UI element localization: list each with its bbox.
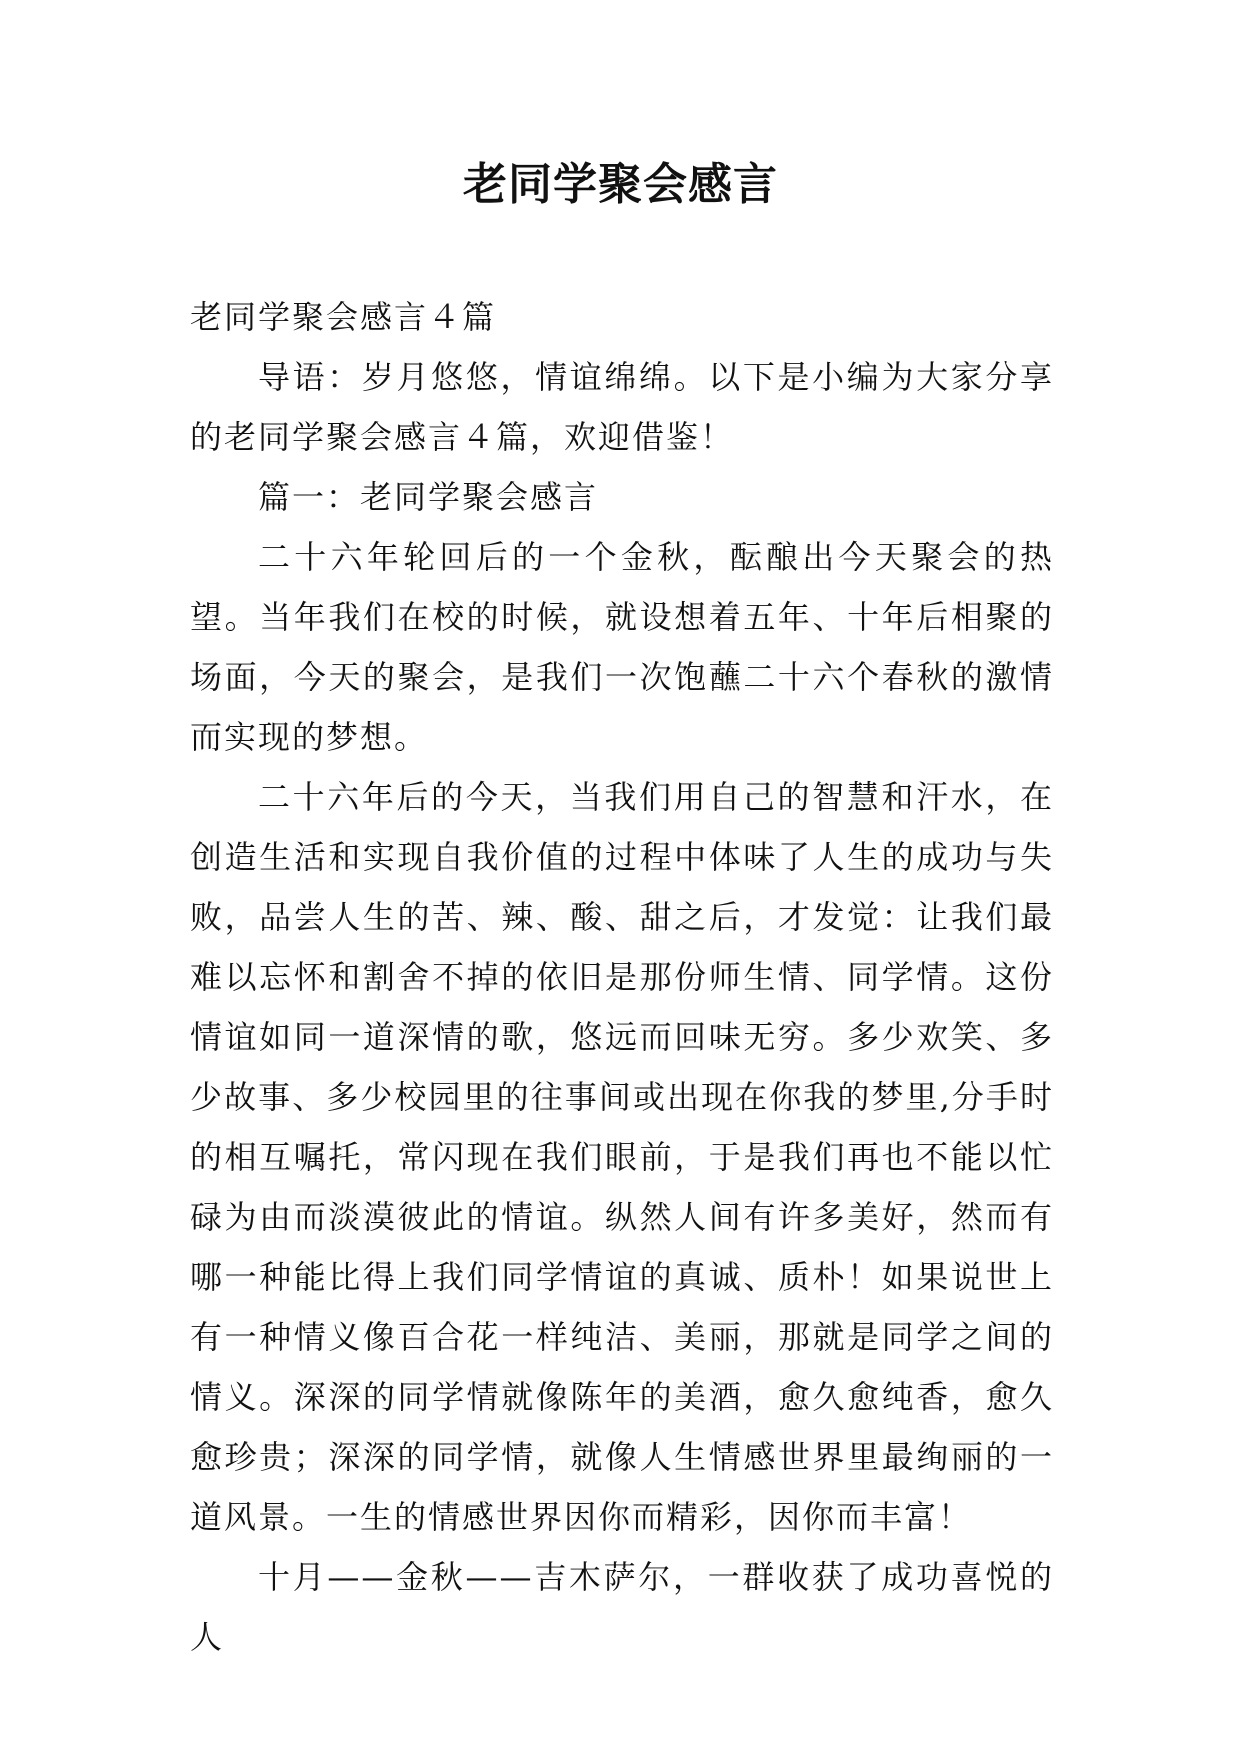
intro-paragraph: 导语：岁月悠悠，情谊绵绵。以下是小编为大家分享的老同学聚会感言４篇，欢迎借鉴！ [190,358,1054,456]
document-title: 老同学聚会感言 [463,159,778,210]
document-body [190,287,1054,1667]
body-paragraph: 二十六年后的今天，当我们用自己的智慧和汗水，在创造生活和实现自我价值的过程中体味了人生的成功与失败，品尝人生的苦、辣、酸、甜之后，才发觉：让我们最难以忘怀和割舍不掉的依旧是那份师生情、同学情。这份情谊如同一道深情的歌，悠远而回味无穷。多少欢笑、多少故事、多少校园里的往事间或出现在你我的梦里,分手时的相互嘱托，常闪现在我们眼前，于是我们再也不能以忙碌为由而淡漠彼此的情谊。纵然人间有许多美好，然而有哪一种能比得上我们同学情谊的真诚、质朴！如果说世上有一种情义像百合花一样纯洁、美丽，那就是同学之间的情义。深深的同学情就像陈年的美酒，愈久愈纯香，愈久愈珍贵；深深的同学情，就像人生情感世界里最绚丽的一道风景。一生的情感世界因你而精彩，因你而丰富！ [190,778,1054,1536]
body-paragraph: 十月——金秋——吉木萨尔，一群收获了成功喜悦的人 [190,1558,1054,1656]
subtitle-line: 老同学聚会感言４篇 [190,298,497,336]
body-paragraph: 二十六年轮回后的一个金秋，酝酿出今天聚会的热望。当年我们在校的时候，就设想着五年、十年后相聚的场面，今天的聚会，是我们一次饱蘸二十六个春秋的激情而实现的梦想。 [190,538,1054,756]
section-heading: 篇一：老同学聚会感言 [258,478,599,516]
